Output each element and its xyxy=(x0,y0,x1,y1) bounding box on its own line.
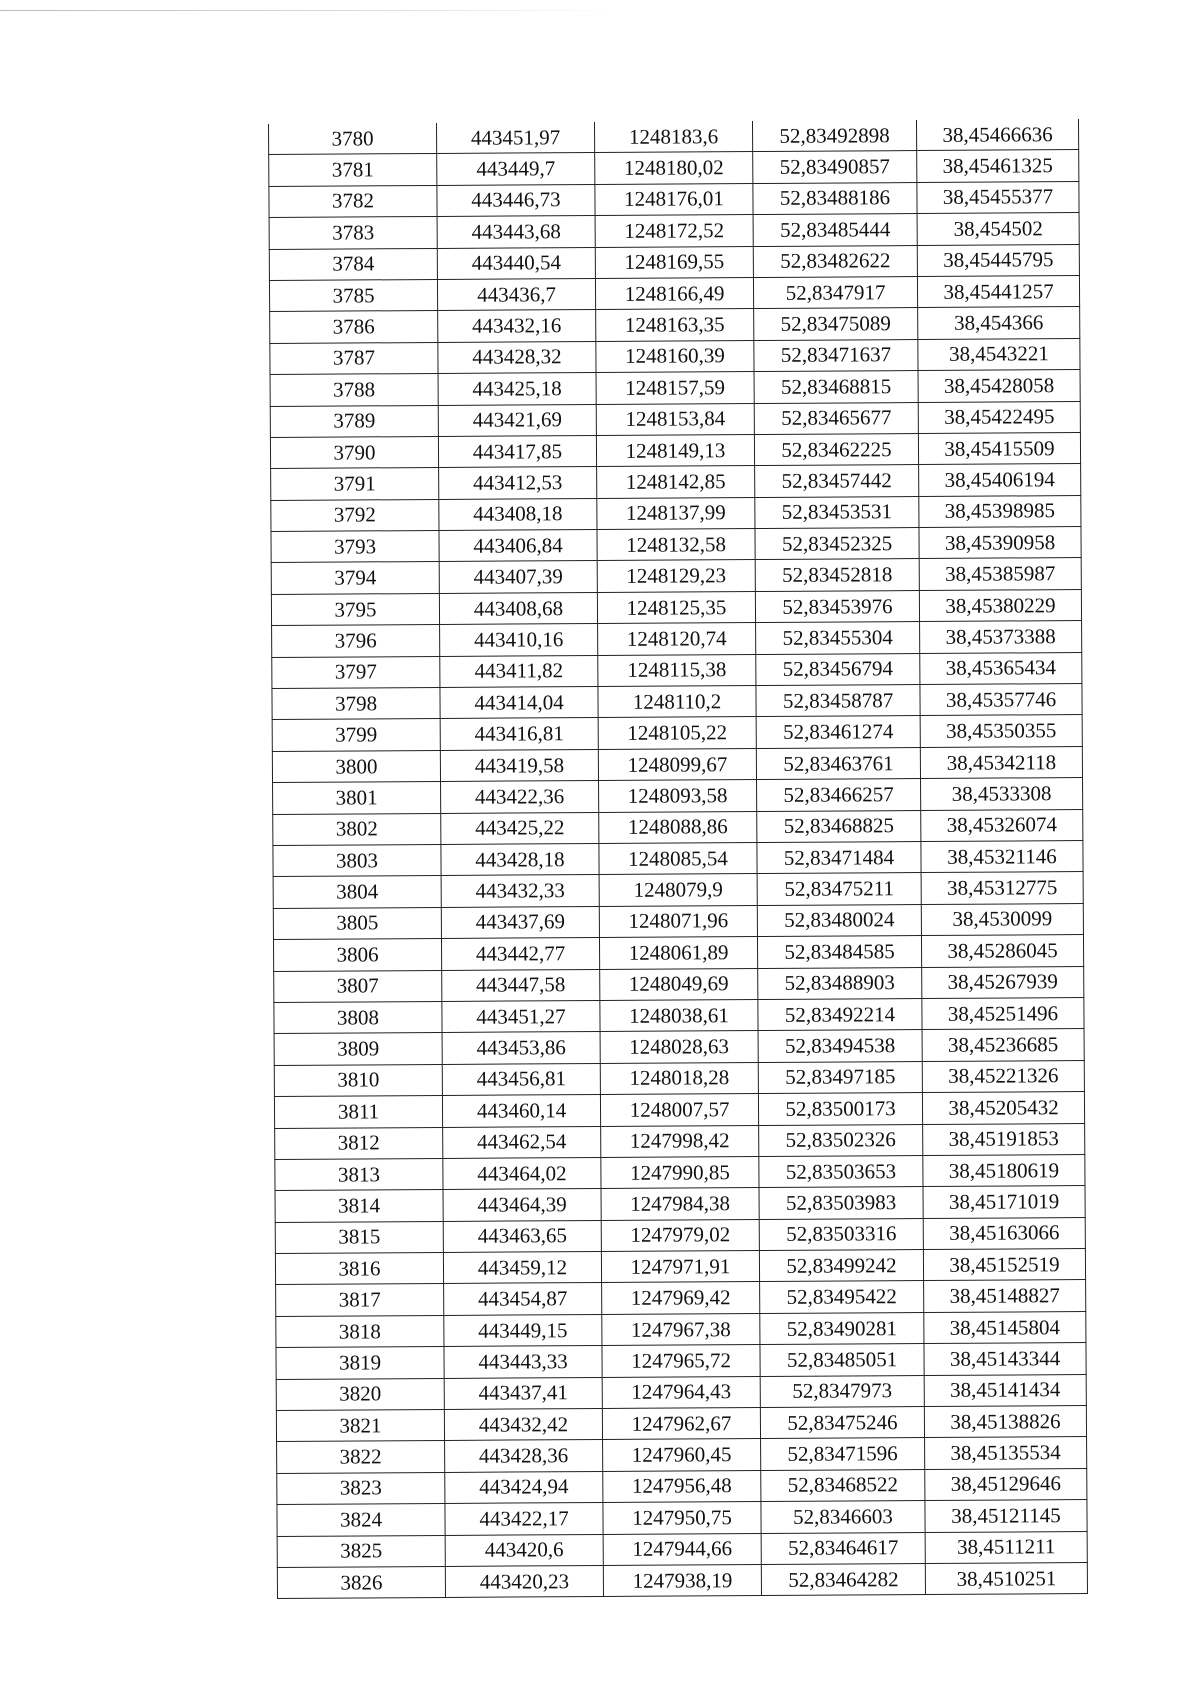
x-coordinate-cell: 443411,82 xyxy=(440,655,598,687)
latitude-cell: 52,83488903 xyxy=(758,967,922,999)
x-coordinate-cell: 443414,04 xyxy=(440,687,598,719)
point-number-cell: 3821 xyxy=(276,1409,444,1441)
y-coordinate-cell: 1248007,57 xyxy=(600,1094,758,1126)
y-coordinate-cell: 1248125,35 xyxy=(597,591,755,623)
latitude-cell: 52,83475246 xyxy=(760,1407,924,1439)
table-row xyxy=(269,244,1079,280)
y-coordinate-cell: 1248110,2 xyxy=(598,686,756,718)
table-row xyxy=(274,1029,1084,1065)
latitude-cell: 52,8347973 xyxy=(760,1375,924,1407)
latitude-cell: 52,83503653 xyxy=(759,1155,923,1187)
latitude-cell: 52,83503316 xyxy=(759,1218,923,1250)
table-row xyxy=(275,1154,1085,1190)
latitude-cell: 52,83458787 xyxy=(756,685,920,717)
table-row xyxy=(277,1468,1087,1504)
y-coordinate-cell: 1247967,38 xyxy=(602,1313,760,1345)
x-coordinate-cell: 443456,81 xyxy=(442,1063,600,1095)
table-row xyxy=(276,1343,1086,1379)
x-coordinate-cell: 443417,85 xyxy=(438,435,596,467)
longitude-cell: 38,45121145 xyxy=(925,1500,1087,1532)
longitude-cell: 38,45461325 xyxy=(917,150,1079,182)
point-number-cell: 3788 xyxy=(270,374,438,406)
y-coordinate-cell: 1248149,13 xyxy=(596,434,754,466)
y-coordinate-cell: 1248157,59 xyxy=(596,372,754,404)
coordinates-table-container xyxy=(268,119,1087,1599)
y-coordinate-cell: 1247964,43 xyxy=(602,1376,760,1408)
point-number-cell: 3796 xyxy=(272,625,440,657)
x-coordinate-cell: 443459,12 xyxy=(443,1252,601,1284)
latitude-cell: 52,83492214 xyxy=(758,998,922,1030)
longitude-cell: 38,4530099 xyxy=(921,903,1083,935)
longitude-cell: 38,45445795 xyxy=(917,244,1079,276)
point-number-cell: 3822 xyxy=(277,1441,445,1473)
table-row xyxy=(273,841,1083,877)
point-number-cell: 3815 xyxy=(275,1221,443,1253)
table-row xyxy=(277,1531,1087,1567)
longitude-cell: 38,45312775 xyxy=(921,872,1083,904)
table-row xyxy=(275,1217,1085,1253)
longitude-cell: 38,45145804 xyxy=(924,1311,1086,1343)
longitude-cell: 38,45385987 xyxy=(919,558,1081,590)
x-coordinate-cell: 443421,69 xyxy=(438,404,596,436)
y-coordinate-cell: 1248093,58 xyxy=(599,780,757,812)
point-number-cell: 3783 xyxy=(269,217,437,249)
table-row xyxy=(274,1060,1084,1096)
point-number-cell: 3814 xyxy=(275,1190,443,1222)
latitude-cell: 52,83464617 xyxy=(761,1532,925,1564)
x-coordinate-cell: 443451,27 xyxy=(442,1000,600,1032)
latitude-cell: 52,83461274 xyxy=(756,716,920,748)
latitude-cell: 52,83497185 xyxy=(758,1061,922,1093)
longitude-cell: 38,45141434 xyxy=(924,1374,1086,1406)
latitude-cell: 52,83471484 xyxy=(757,842,921,874)
x-coordinate-cell: 443407,39 xyxy=(439,561,597,593)
latitude-cell: 52,83453976 xyxy=(755,590,919,622)
longitude-cell: 38,45365434 xyxy=(920,652,1082,684)
x-coordinate-cell: 443451,97 xyxy=(436,122,594,154)
latitude-cell: 52,83499242 xyxy=(759,1250,923,1282)
x-coordinate-cell: 443432,42 xyxy=(444,1408,602,1440)
y-coordinate-cell: 1248142,85 xyxy=(597,466,755,498)
longitude-cell: 38,45138826 xyxy=(924,1406,1086,1438)
x-coordinate-cell: 443440,54 xyxy=(437,247,595,279)
table-row xyxy=(269,213,1079,249)
table-row xyxy=(272,621,1082,657)
point-number-cell: 3817 xyxy=(276,1284,444,1316)
table-row xyxy=(277,1500,1087,1536)
table-row xyxy=(274,966,1084,1002)
latitude-cell: 52,83502326 xyxy=(759,1124,923,1156)
longitude-cell: 38,45373388 xyxy=(920,621,1082,653)
table-row xyxy=(270,401,1080,437)
table-row xyxy=(269,150,1079,186)
x-coordinate-cell: 443462,54 xyxy=(443,1126,601,1158)
x-coordinate-cell: 443443,33 xyxy=(444,1346,602,1378)
latitude-cell: 52,83452818 xyxy=(755,559,919,591)
y-coordinate-cell: 1248071,96 xyxy=(599,905,757,937)
y-coordinate-cell: 1248099,67 xyxy=(598,748,756,780)
table-row xyxy=(275,1186,1085,1222)
point-number-cell: 3805 xyxy=(273,907,441,939)
longitude-cell: 38,45321146 xyxy=(921,841,1083,873)
x-coordinate-cell: 443432,33 xyxy=(441,875,599,907)
point-number-cell: 3800 xyxy=(272,750,440,782)
x-coordinate-cell: 443410,16 xyxy=(440,624,598,656)
latitude-cell: 52,83482622 xyxy=(753,245,917,277)
point-number-cell: 3811 xyxy=(274,1096,442,1128)
y-coordinate-cell: 1248180,02 xyxy=(595,152,753,184)
longitude-cell: 38,45406194 xyxy=(919,464,1081,496)
table-body xyxy=(269,119,1088,1599)
x-coordinate-cell: 443436,7 xyxy=(437,278,595,310)
table-row xyxy=(276,1374,1086,1410)
point-number-cell: 3812 xyxy=(275,1127,443,1159)
x-coordinate-cell: 443443,68 xyxy=(437,216,595,248)
longitude-cell: 38,45135534 xyxy=(925,1437,1087,1469)
table-row xyxy=(276,1406,1086,1442)
longitude-cell: 38,4510251 xyxy=(925,1562,1087,1594)
latitude-cell: 52,83480024 xyxy=(757,904,921,936)
table-row xyxy=(272,684,1082,720)
x-coordinate-cell: 443442,77 xyxy=(441,938,599,970)
y-coordinate-cell: 1247965,72 xyxy=(602,1345,760,1377)
x-coordinate-cell: 443412,53 xyxy=(439,467,597,499)
table-row xyxy=(276,1280,1086,1316)
table-row xyxy=(273,935,1083,971)
longitude-cell: 38,4511211 xyxy=(925,1531,1087,1563)
point-number-cell: 3820 xyxy=(276,1378,444,1410)
point-number-cell: 3797 xyxy=(272,656,440,688)
point-number-cell: 3807 xyxy=(274,970,442,1002)
y-coordinate-cell: 1247950,75 xyxy=(603,1502,761,1534)
x-coordinate-cell: 443428,18 xyxy=(441,843,599,875)
longitude-cell: 38,45267939 xyxy=(922,966,1084,998)
x-coordinate-cell: 443425,22 xyxy=(441,812,599,844)
point-number-cell: 3782 xyxy=(269,185,437,217)
longitude-cell: 38,45143344 xyxy=(924,1343,1086,1375)
point-number-cell: 3789 xyxy=(270,405,438,437)
table-row xyxy=(272,715,1082,751)
point-number-cell: 3819 xyxy=(276,1347,444,1379)
latitude-cell: 52,83464282 xyxy=(761,1563,925,1595)
y-coordinate-cell: 1248153,84 xyxy=(596,403,754,435)
point-number-cell: 3786 xyxy=(270,311,438,343)
point-number-cell: 3823 xyxy=(277,1472,445,1504)
x-coordinate-cell: 443422,36 xyxy=(441,781,599,813)
latitude-cell: 52,83475211 xyxy=(757,873,921,905)
longitude-cell: 38,454366 xyxy=(918,307,1080,339)
longitude-cell: 38,45148827 xyxy=(924,1280,1086,1312)
table-row xyxy=(273,903,1083,939)
x-coordinate-cell: 443446,73 xyxy=(437,184,595,216)
latitude-cell: 52,83462225 xyxy=(754,433,918,465)
latitude-cell: 52,8347917 xyxy=(753,276,917,308)
point-number-cell: 3818 xyxy=(276,1315,444,1347)
point-number-cell: 3810 xyxy=(274,1064,442,1096)
latitude-cell: 52,83492898 xyxy=(752,120,916,152)
y-coordinate-cell: 1248028,63 xyxy=(600,1031,758,1063)
longitude-cell: 38,45251496 xyxy=(922,997,1084,1029)
table-row xyxy=(273,872,1083,908)
table-row xyxy=(274,997,1084,1033)
table-row xyxy=(269,181,1079,217)
point-number-cell: 3791 xyxy=(271,468,439,500)
point-number-cell: 3826 xyxy=(277,1566,445,1598)
point-number-cell: 3802 xyxy=(273,813,441,845)
point-number-cell: 3824 xyxy=(277,1504,445,1536)
longitude-cell: 38,45180619 xyxy=(923,1154,1085,1186)
longitude-cell: 38,45455377 xyxy=(917,181,1079,213)
x-coordinate-cell: 443424,94 xyxy=(445,1471,603,1503)
x-coordinate-cell: 443420,23 xyxy=(445,1565,603,1597)
latitude-cell: 52,83485444 xyxy=(753,214,917,246)
y-coordinate-cell: 1248038,61 xyxy=(600,999,758,1031)
point-number-cell: 3803 xyxy=(273,844,441,876)
point-number-cell: 3794 xyxy=(271,562,439,594)
latitude-cell: 52,83490857 xyxy=(753,151,917,183)
x-coordinate-cell: 443408,18 xyxy=(439,498,597,530)
latitude-cell: 52,83453531 xyxy=(755,496,919,528)
longitude-cell: 38,45390958 xyxy=(919,527,1081,559)
y-coordinate-cell: 1247984,38 xyxy=(601,1188,759,1220)
point-number-cell: 3816 xyxy=(275,1253,443,1285)
y-coordinate-cell: 1248176,01 xyxy=(595,183,753,215)
longitude-cell: 38,4533308 xyxy=(921,778,1083,810)
longitude-cell: 38,454502 xyxy=(917,213,1079,245)
y-coordinate-cell: 1248105,22 xyxy=(598,717,756,749)
longitude-cell: 38,45221326 xyxy=(922,1060,1084,1092)
table-row xyxy=(277,1562,1087,1598)
longitude-cell: 38,4543221 xyxy=(918,338,1080,370)
point-number-cell: 3787 xyxy=(270,342,438,374)
x-coordinate-cell: 443449,15 xyxy=(444,1314,602,1346)
point-number-cell: 3780 xyxy=(269,123,437,155)
y-coordinate-cell: 1248137,99 xyxy=(597,497,755,529)
x-coordinate-cell: 443454,87 xyxy=(444,1283,602,1315)
x-coordinate-cell: 443453,86 xyxy=(442,1032,600,1064)
longitude-cell: 38,45326074 xyxy=(921,809,1083,841)
y-coordinate-cell: 1247960,45 xyxy=(603,1439,761,1471)
x-coordinate-cell: 443449,7 xyxy=(437,153,595,185)
x-coordinate-cell: 443406,84 xyxy=(439,530,597,562)
latitude-cell: 52,83455304 xyxy=(756,622,920,654)
table-row xyxy=(273,809,1083,845)
latitude-cell: 52,83463761 xyxy=(756,747,920,779)
point-number-cell: 3784 xyxy=(269,248,437,280)
coordinates-table xyxy=(268,119,1088,1599)
x-coordinate-cell: 443437,41 xyxy=(444,1377,602,1409)
y-coordinate-cell: 1247938,19 xyxy=(603,1564,761,1596)
point-number-cell: 3793 xyxy=(271,531,439,563)
latitude-cell: 52,83466257 xyxy=(757,779,921,811)
y-coordinate-cell: 1248120,74 xyxy=(598,623,756,655)
x-coordinate-cell: 443464,39 xyxy=(443,1189,601,1221)
point-number-cell: 3798 xyxy=(272,687,440,719)
longitude-cell: 38,45171019 xyxy=(923,1186,1085,1218)
longitude-cell: 38,45191853 xyxy=(923,1123,1085,1155)
y-coordinate-cell: 1247956,48 xyxy=(603,1470,761,1502)
point-number-cell: 3806 xyxy=(273,939,441,971)
table-row xyxy=(270,307,1080,343)
table-row xyxy=(269,119,1079,155)
point-number-cell: 3825 xyxy=(277,1535,445,1567)
y-coordinate-cell: 1247979,02 xyxy=(601,1219,759,1251)
latitude-cell: 52,83503983 xyxy=(759,1187,923,1219)
latitude-cell: 52,83495422 xyxy=(760,1281,924,1313)
point-number-cell: 3813 xyxy=(275,1158,443,1190)
x-coordinate-cell: 443464,02 xyxy=(443,1157,601,1189)
table-row xyxy=(273,778,1083,814)
latitude-cell: 52,83500173 xyxy=(758,1093,922,1125)
latitude-cell: 52,83494538 xyxy=(758,1030,922,1062)
y-coordinate-cell: 1247971,91 xyxy=(601,1251,759,1283)
x-coordinate-cell: 443447,58 xyxy=(442,969,600,1001)
table-row xyxy=(270,370,1080,406)
x-coordinate-cell: 443422,17 xyxy=(445,1503,603,1535)
table-row xyxy=(271,495,1081,531)
longitude-cell: 38,45236685 xyxy=(922,1029,1084,1061)
point-number-cell: 3808 xyxy=(274,1001,442,1033)
y-coordinate-cell: 1248079,9 xyxy=(599,874,757,906)
longitude-cell: 38,45380229 xyxy=(919,589,1081,621)
y-coordinate-cell: 1248163,35 xyxy=(596,309,754,341)
table-row xyxy=(272,746,1082,782)
point-number-cell: 3799 xyxy=(272,719,440,751)
longitude-cell: 38,45398985 xyxy=(919,495,1081,527)
longitude-cell: 38,45205432 xyxy=(922,1092,1084,1124)
longitude-cell: 38,45129646 xyxy=(925,1468,1087,1500)
longitude-cell: 38,45466636 xyxy=(916,119,1078,151)
longitude-cell: 38,45357746 xyxy=(920,684,1082,716)
y-coordinate-cell: 1248160,39 xyxy=(596,340,754,372)
y-coordinate-cell: 1248115,38 xyxy=(598,654,756,686)
latitude-cell: 52,83468522 xyxy=(761,1469,925,1501)
latitude-cell: 52,83457442 xyxy=(755,465,919,497)
longitude-cell: 38,45441257 xyxy=(917,275,1079,307)
latitude-cell: 52,83465677 xyxy=(754,402,918,434)
longitude-cell: 38,45286045 xyxy=(921,935,1083,967)
y-coordinate-cell: 1248132,58 xyxy=(597,529,755,561)
latitude-cell: 52,83485051 xyxy=(760,1344,924,1376)
longitude-cell: 38,45415509 xyxy=(918,432,1080,464)
longitude-cell: 38,45350355 xyxy=(920,715,1082,747)
x-coordinate-cell: 443425,18 xyxy=(438,373,596,405)
table-row xyxy=(271,527,1081,563)
table-row xyxy=(276,1311,1086,1347)
y-coordinate-cell: 1247990,85 xyxy=(601,1156,759,1188)
point-number-cell: 3795 xyxy=(271,593,439,625)
table-row xyxy=(272,652,1082,688)
scan-artifact-line xyxy=(0,10,620,11)
x-coordinate-cell: 443437,69 xyxy=(441,906,599,938)
x-coordinate-cell: 443460,14 xyxy=(442,1095,600,1127)
latitude-cell: 52,83452325 xyxy=(755,528,919,560)
latitude-cell: 52,8346603 xyxy=(761,1501,925,1533)
point-number-cell: 3804 xyxy=(273,876,441,908)
x-coordinate-cell: 443428,32 xyxy=(438,341,596,373)
table-row xyxy=(275,1123,1085,1159)
latitude-cell: 52,83484585 xyxy=(757,936,921,968)
x-coordinate-cell: 443419,58 xyxy=(440,749,598,781)
table-row xyxy=(271,558,1081,594)
longitude-cell: 38,45342118 xyxy=(920,746,1082,778)
point-number-cell: 3785 xyxy=(269,279,437,311)
table-row xyxy=(271,589,1081,625)
latitude-cell: 52,83471596 xyxy=(761,1438,925,1470)
table-row xyxy=(270,338,1080,374)
y-coordinate-cell: 1248166,49 xyxy=(595,277,753,309)
y-coordinate-cell: 1248172,52 xyxy=(595,215,753,247)
latitude-cell: 52,83456794 xyxy=(756,653,920,685)
y-coordinate-cell: 1247969,42 xyxy=(602,1282,760,1314)
table-row xyxy=(269,275,1079,311)
table-row xyxy=(277,1437,1087,1473)
y-coordinate-cell: 1248169,55 xyxy=(595,246,753,278)
y-coordinate-cell: 1248085,54 xyxy=(599,843,757,875)
y-coordinate-cell: 1248018,28 xyxy=(600,1062,758,1094)
latitude-cell: 52,83475089 xyxy=(754,308,918,340)
latitude-cell: 52,83488186 xyxy=(753,182,917,214)
point-number-cell: 3790 xyxy=(270,436,438,468)
x-coordinate-cell: 443428,36 xyxy=(445,1440,603,1472)
x-coordinate-cell: 443432,16 xyxy=(438,310,596,342)
latitude-cell: 52,83468815 xyxy=(754,371,918,403)
y-coordinate-cell: 1247944,66 xyxy=(603,1533,761,1565)
x-coordinate-cell: 443420,6 xyxy=(445,1534,603,1566)
x-coordinate-cell: 443416,81 xyxy=(440,718,598,750)
x-coordinate-cell: 443463,65 xyxy=(443,1220,601,1252)
longitude-cell: 38,45163066 xyxy=(923,1217,1085,1249)
y-coordinate-cell: 1248183,6 xyxy=(594,121,752,153)
x-coordinate-cell: 443408,68 xyxy=(439,592,597,624)
point-number-cell: 3801 xyxy=(273,782,441,814)
longitude-cell: 38,45152519 xyxy=(923,1249,1085,1281)
longitude-cell: 38,45428058 xyxy=(918,370,1080,402)
table-row xyxy=(274,1092,1084,1128)
latitude-cell: 52,83490281 xyxy=(760,1312,924,1344)
y-coordinate-cell: 1248088,86 xyxy=(599,811,757,843)
point-number-cell: 3792 xyxy=(271,499,439,531)
latitude-cell: 52,83468825 xyxy=(757,810,921,842)
y-coordinate-cell: 1247998,42 xyxy=(601,1125,759,1157)
table-row xyxy=(271,464,1081,500)
longitude-cell: 38,45422495 xyxy=(918,401,1080,433)
table-row xyxy=(270,432,1080,468)
point-number-cell: 3809 xyxy=(274,1033,442,1065)
y-coordinate-cell: 1248049,69 xyxy=(600,968,758,1000)
table-row xyxy=(275,1249,1085,1285)
y-coordinate-cell: 1248129,23 xyxy=(597,560,755,592)
y-coordinate-cell: 1247962,67 xyxy=(602,1408,760,1440)
latitude-cell: 52,83471637 xyxy=(754,339,918,371)
point-number-cell: 3781 xyxy=(269,154,437,186)
y-coordinate-cell: 1248061,89 xyxy=(599,937,757,969)
